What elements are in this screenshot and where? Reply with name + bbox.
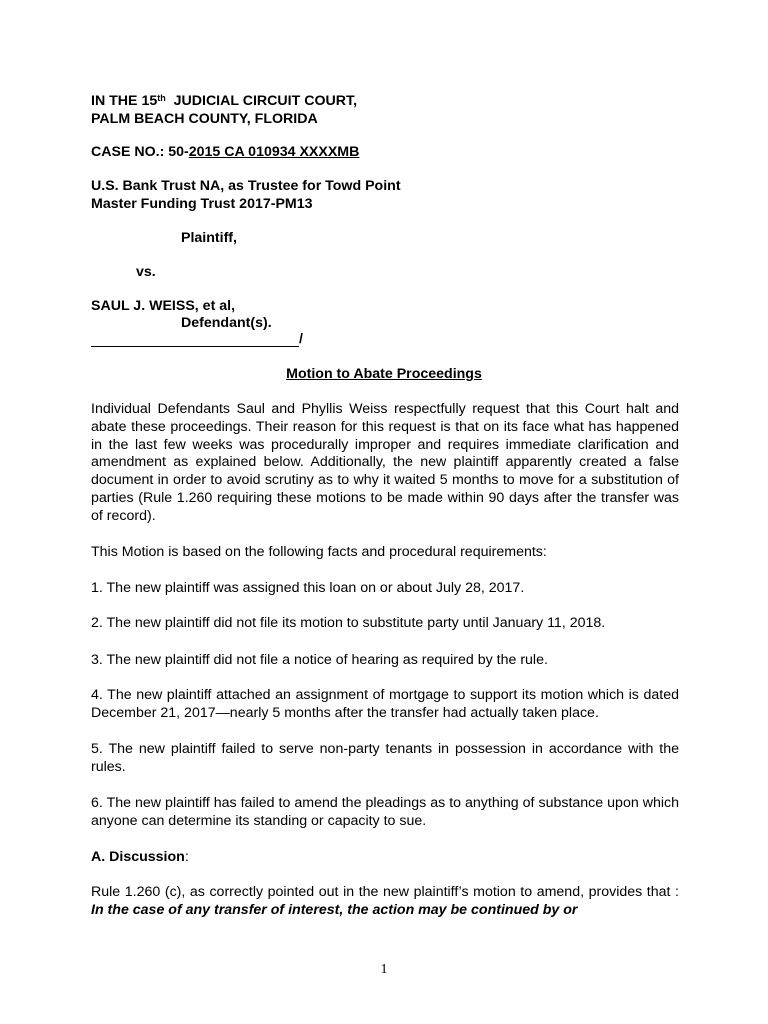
court-name-line2: PALM BEACH COUNTY, FLORIDA xyxy=(91,111,318,127)
caption-signature-line: / xyxy=(91,331,303,347)
fact-item-3: 3. The new plaintiff did not file a notice of hearing as required by the rule. xyxy=(91,652,548,668)
page-number: 1 xyxy=(380,962,388,977)
fact-item-6: 6. The new plaintiff has failed to amend the pleadings as to anything of substance upon which anyone can determine its standing or capacity to sue. xyxy=(91,795,679,829)
court-name-line1: IN THE 15th JUDICIAL CIRCUIT COURT, xyxy=(91,93,358,109)
fact-item-2: 2. The new plaintiff did not file its motion to substitute party until January 11, 2018. xyxy=(91,615,606,631)
discussion-paragraph: Rule 1.260 (c), as correctly pointed out in the new plaintiff’s motion to amend, provides that : In the case of any transfer of interest, the action may be continued by or xyxy=(91,884,679,918)
plaintiff-name-line2: Master Funding Trust 2017-PM13 xyxy=(91,196,313,212)
plaintiff-name-line1: U.S. Bank Trust NA, as Trustee for Towd Point xyxy=(91,178,401,194)
ordinal-suffix: th xyxy=(157,93,166,103)
plaintiff-role: Plaintiff, xyxy=(181,230,237,246)
case-number xyxy=(91,144,359,162)
case-number-value: 2015 CA 010934 XXXXMB xyxy=(188,144,360,160)
section-heading: A. Discussion: xyxy=(91,849,189,865)
intro-paragraph: Individual Defendants Saul and Phyllis Weiss respectfully request that this Court halt and abate these proceedings. Their reason for this request is that on its face what has happened in the last few weeks was procedurally improper and requires immediate clarification and amendment as explained below. Additionally, the new plaintiff apparently created a false document in order to avoid scrutiny as to why it waited 5 months to move for a substitution of parties (Rule 1.260 requiring these motions to be made within 90 days after the transfer was of record). xyxy=(91,401,679,524)
blank-line xyxy=(91,332,299,347)
fact-item-1: 1. The new plaintiff was assigned this loan on or about July 28, 2017. xyxy=(91,580,525,596)
defendant-name: SAUL J. WEISS, et al, xyxy=(91,298,236,314)
defendant-role: Defendant(s). xyxy=(181,315,272,331)
versus: vs. xyxy=(136,264,156,280)
rule-quote: In the case of any transfer of interest, the action may be continued by or xyxy=(91,901,578,918)
fact-item-5: 5. The new plaintiff failed to serve non-party tenants in possession in accordance with the rules. xyxy=(91,741,679,775)
basis-line: This Motion is based on the following facts and procedural requirements: xyxy=(91,544,547,560)
case-number-label: CASE NO.: 50- xyxy=(91,144,189,160)
fact-item-4: 4. The new plaintiff attached an assignment of mortgage to support its motion which is dated December 21, 2017—nearly 5 months after the transfer had actually taken place. xyxy=(91,687,679,721)
motion-title: Motion to Abate Proceedings xyxy=(286,366,482,382)
